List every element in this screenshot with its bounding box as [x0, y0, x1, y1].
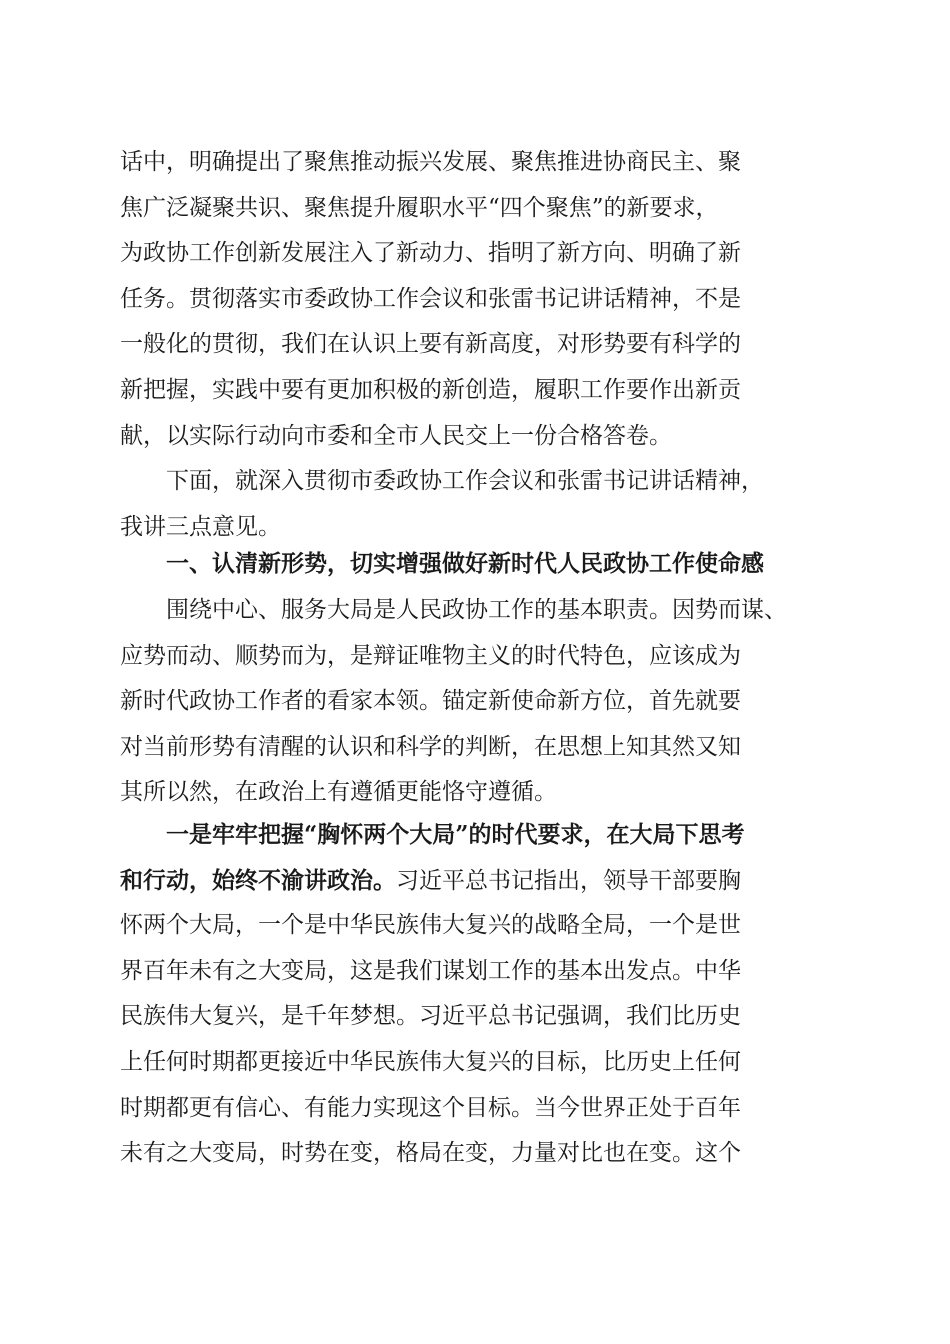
section-heading-text: 一、认清新形势，切实增强做好新时代人民政协工作使命感: [166, 551, 764, 577]
paragraph-line: 其所以然，在政治上有遵循更能恪守遵循。: [120, 779, 557, 806]
paragraph-line: 民族伟大复兴，是千年梦想。习近平总书记强调，我们比历史: [120, 1003, 741, 1030]
section-heading: [120, 542, 832, 588]
paragraph-line: 界百年未有之大变局，这是我们谋划工作的基本出发点。中华: [120, 957, 741, 984]
paragraph-line: 下面，就深入贯彻市委政协工作会议和张雷书记讲话精神，: [166, 468, 764, 494]
paragraph-line: 新时代政协工作者的看家本领。锚定新使命新方位，首先就要: [120, 688, 741, 715]
paragraph-line: 围绕中心、服务大局是人民政协工作的基本职责。因势而谋、: [166, 597, 787, 623]
paragraph-2: [120, 459, 832, 550]
paragraph-line: 上任何时期都更接近中华民族伟大复兴的目标，比历史上任何: [120, 1048, 741, 1075]
paragraph-line: [120, 858, 832, 904]
paragraph-line: 新把握，实践中要有更加积极的新创造，履职工作要作出新贡: [120, 376, 741, 403]
paragraph-line: 一般化的贯彻，我们在认识上要有新高度，对形势要有科学的: [120, 331, 741, 358]
paragraph-line-rest: 习近平总书记指出，领导干部要胸: [396, 867, 741, 894]
paragraph-line: 对当前形势有清醒的认识和科学的判断，在思想上知其然又知: [120, 733, 741, 760]
paragraph-line: 话中，明确提出了聚焦推动振兴发展、聚焦推进协商民主、聚: [120, 149, 741, 175]
paragraph-line: 焦广泛凝聚共识、聚焦提升履职水平“四个聚焦”的新要求，: [120, 194, 719, 221]
paragraph-bold-lead: 和行动，始终不渝讲政治。: [120, 866, 396, 894]
paragraph-line: 献，以实际行动向市委和全市人民交上一份合格答卷。: [120, 422, 672, 449]
paragraph-line: 我讲三点意见。: [120, 513, 281, 540]
paragraph-1: [120, 140, 832, 459]
paragraph-line: 任务。贯彻落实市委政协工作会议和张雷书记讲话精神，不是: [120, 285, 741, 312]
paragraph-3: [120, 588, 832, 816]
paragraph-4: [120, 812, 832, 1177]
paragraph-line: 未有之大变局，时势在变，格局在变，力量对比也在变。这个: [120, 1140, 741, 1167]
paragraph-line: 怀两个大局，一个是中华民族伟大复兴的战略全局，一个是世: [120, 912, 741, 939]
paragraph-line: 为政协工作创新发展注入了新动力、指明了新方向、明确了新: [120, 240, 741, 267]
paragraph-line: 时期都更有信心、有能力实现这个目标。当今世界正处于百年: [120, 1094, 741, 1121]
paragraph-bold-line: 一是牢牢把握“胸怀两个大局”的时代要求，在大局下思考: [166, 821, 745, 848]
paragraph-line: 应势而动、顺势而为，是辩证唯物主义的时代特色，应该成为: [120, 642, 741, 669]
